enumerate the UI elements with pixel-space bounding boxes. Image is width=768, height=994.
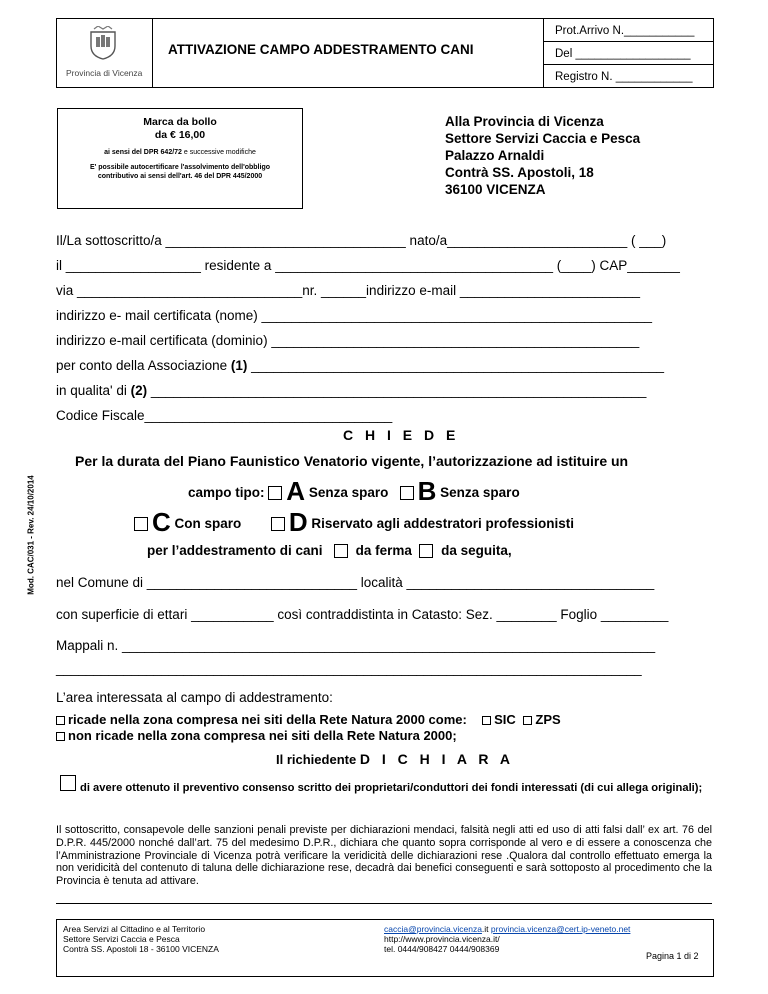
type-c-text: Con sparo xyxy=(174,516,242,531)
section-divider xyxy=(56,903,712,904)
page-number: Pagina 1 di 2 xyxy=(646,951,699,961)
stamp-line-4: E' possibile autocertificare l'assolvimento dell'obbligo contributivo ai sensi dell'art. 46 del DPR 445/2000 xyxy=(89,164,271,180)
association-label: per conto della Associazione xyxy=(56,358,231,373)
form-title: ATTIVAZIONE CAMPO ADDESTRAMENTO CANI xyxy=(168,42,474,57)
type-b-letter: B xyxy=(417,476,437,506)
role-label: in qualita' di xyxy=(56,383,131,398)
recipient-line-2: Settore Servizi Caccia e Pesca xyxy=(445,131,641,146)
form-line-name[interactable]: Il/La sottoscritto/a ________________________________ nato/a________________________ ( ___) xyxy=(56,233,667,248)
recipient-line-4: Contrà SS. Apostoli, 18 xyxy=(445,165,594,180)
footer-email-row xyxy=(384,924,630,934)
type-a-text: Senza sparo xyxy=(308,485,389,500)
rete-natura-no-label: non ricade nella zona compresa nei siti della Rete Natura 2000; xyxy=(68,728,457,743)
header-row-line-1 xyxy=(543,41,713,42)
footer-contacts xyxy=(384,924,630,954)
rete-natura-yes-label: ricade nella zona compresa nei siti della Rete Natura 2000 come: xyxy=(68,712,467,727)
superficie-field[interactable]: con superficie di ettari ___________ così contraddistinta in Catasto: Sez. ________ Foglio _________ xyxy=(56,607,669,622)
form-line-residence[interactable]: il __________________ residente a _____________________________________ (____) CAP_______ xyxy=(56,258,680,273)
rete-natura-no-checkbox[interactable] xyxy=(56,732,65,741)
header-row-line-2 xyxy=(543,64,713,65)
header-divider-right xyxy=(543,18,544,88)
recipient-line-5: 36100 VICENZA xyxy=(445,182,546,197)
stamp-law-note: e successive modifiche xyxy=(181,149,256,156)
stamp-law-ref: ai sensi del DPR 642/72 xyxy=(104,149,182,156)
footer-settore: Settore Servizi Caccia e Pesca xyxy=(63,934,180,944)
type-c-checkbox[interactable] xyxy=(134,517,148,531)
recipient-line-1: Alla Provincia di Vicenza xyxy=(445,114,604,129)
zps-label: ZPS xyxy=(535,712,561,727)
campo-tipo-label: campo tipo: xyxy=(188,485,265,500)
zps-checkbox[interactable] xyxy=(523,716,532,725)
recipient-block xyxy=(445,113,640,198)
role-note-ref: (2) xyxy=(130,383,148,398)
dichiara-word: D I C H I A R A xyxy=(359,751,514,767)
rete-natura-yes-checkbox[interactable] xyxy=(56,716,65,725)
type-d-text: Riservato agli addestratori professionisti xyxy=(311,516,574,531)
del-field: Del __________________ xyxy=(555,48,691,60)
form-line-role[interactable] xyxy=(56,383,646,398)
dichiara-lead: Il richiedente xyxy=(276,752,360,767)
type-a-letter: A xyxy=(286,476,306,506)
type-b-text: Senza sparo xyxy=(440,485,520,500)
mappali-field[interactable]: Mappali n. _______________________________________________________________________ xyxy=(56,638,656,653)
form-line-pec-domain[interactable]: indirizzo e-mail certificata (dominio) _________________________________________________ xyxy=(56,333,640,348)
form-line-tax-code[interactable]: Codice Fiscale_________________________________ xyxy=(56,408,393,423)
ferma-label: da ferma xyxy=(355,543,412,558)
mappali-continuation[interactable]: ______________________________________________________________________________ xyxy=(56,661,642,676)
association-note-ref: (1) xyxy=(230,358,248,373)
logo-caption: Provincia di Vicenza xyxy=(66,68,143,78)
consent-checkbox[interactable] xyxy=(60,775,76,791)
type-c-letter: C xyxy=(152,507,171,537)
email-domain: .it xyxy=(481,924,491,934)
stamp-line-1: Marca da bollo xyxy=(143,116,217,128)
email-link[interactable]: caccia@provincia.vicenza xyxy=(384,924,482,934)
seguita-checkbox[interactable] xyxy=(419,544,433,558)
prot-arrivo-field: Prot.Arrivo N.___________ xyxy=(555,25,695,37)
association-blank: _______________________________________________________ xyxy=(247,358,665,373)
side-form-code: Mod. CAC/031 - Rev. 24/10/2014 xyxy=(26,475,36,595)
footer-area: Area Servizi al Cittadino e al Territorio xyxy=(63,924,206,934)
campo-tipo-row xyxy=(188,476,520,507)
type-a-checkbox[interactable] xyxy=(268,486,282,500)
footer-left xyxy=(63,924,219,954)
recipient-line-3: Palazzo Arnaldi xyxy=(445,148,545,163)
declaration-statement: Il sottoscritto, consapevole delle sanzioni penali previste per dichiarazioni mendaci, falsità negli atti ed uso di atti falsi dall’ ex art. 76 del D.P.R. 445/2000 nonché dall’art. 75 del medesimo D.P.R., dichiara che quanto sopra corrisponde al vero e di essere a conoscenza che l’Amministrazione Provinciale di Vicenza potrà verificare la veridicità delle dichiarazioni rese .Qualora dal controllo effettuato emerga la non veridicità del contenuto di taluna delle dichiarazione rese, decadrà dai benefici conseguenti e sarà sottoposto al procedimento che la Provincia è tenuta ad attivare. xyxy=(56,824,712,888)
type-d-checkbox[interactable] xyxy=(271,517,285,531)
footer-address: Contrà SS. Apostoli 18 - 36100 VICENZA xyxy=(63,944,219,954)
ferma-checkbox[interactable] xyxy=(334,544,348,558)
sic-label: SIC xyxy=(494,712,516,727)
training-label: per l’addestramento di cani xyxy=(147,543,323,558)
footer-tel: tel. 0444/908427 0444/908369 xyxy=(384,944,500,954)
stamp-line-3 xyxy=(57,149,303,156)
pec-link[interactable]: provincia.vicenza@cert.ip-veneto.net xyxy=(490,924,631,934)
form-line-association[interactable] xyxy=(56,358,664,373)
area-option-1 xyxy=(56,712,561,727)
consent-text: di avere ottenuto il preventivo consenso scritto dei proprietari/conduttori dei fondi interessati (di cui allega originali); xyxy=(80,782,703,794)
type-d-letter: D xyxy=(288,507,308,537)
chiede-title: C H I E D E xyxy=(343,427,460,443)
chiede-intro: Per la durata del Piano Faunistico Venatorio vigente, l’autorizzazione ad istituire un xyxy=(75,453,629,469)
stamp-line-2: da € 16,00 xyxy=(154,129,206,141)
form-line-address[interactable]: via ______________________________nr. ______indirizzo e-mail ________________________ xyxy=(56,283,641,298)
dichiara-title xyxy=(276,751,514,767)
province-logo-icon xyxy=(88,26,118,60)
training-type-row xyxy=(147,543,512,558)
seguita-label: da seguita, xyxy=(441,543,512,558)
header-divider-left xyxy=(152,18,153,88)
registro-field: Registro N. ____________ xyxy=(555,71,693,83)
area-title: L’area interessata al campo di addestramento: xyxy=(56,690,333,705)
comune-field[interactable]: nel Comune di ____________________________ località _________________________________ xyxy=(56,575,655,590)
sic-checkbox[interactable] xyxy=(482,716,491,725)
type-cd-row xyxy=(134,507,574,538)
footer-web[interactable]: http://www.provincia.vicenza.it/ xyxy=(384,934,500,944)
form-line-pec-name[interactable]: indirizzo e- mail certificata (nome) ____________________________________________________ xyxy=(56,308,652,323)
type-b-checkbox[interactable] xyxy=(400,486,414,500)
role-blank: __________________________________________________________________ xyxy=(147,383,647,398)
area-option-2 xyxy=(56,728,457,743)
